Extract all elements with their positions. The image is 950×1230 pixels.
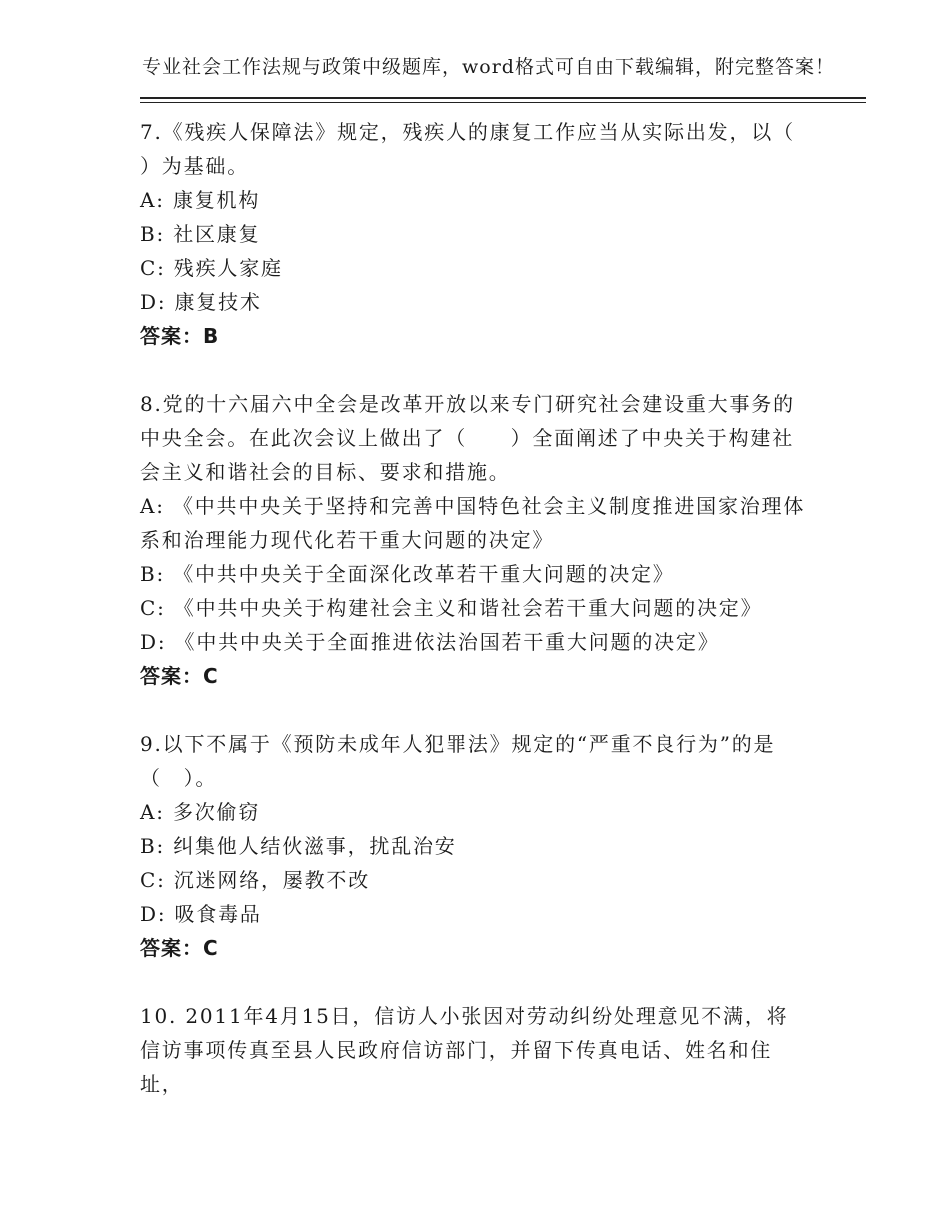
- question-stem: 8.党的十六届六中全会是改革开放以来专门研究社会建设重大事务的中央全会。在此次会议上做出了（ ）全面阐述了中央关于构建社会主义和谐社会的目标、要求和措施。: [140, 392, 795, 484]
- question-9: [140, 727, 810, 965]
- option-c: C: 沉迷网络，屡教不改: [140, 868, 370, 892]
- question-7: [140, 115, 810, 353]
- option-b: B: 社区康复: [140, 222, 261, 246]
- option-a: A: 多次偷窃: [140, 800, 261, 824]
- header-divider-thin: [140, 102, 866, 103]
- question-10: [140, 999, 810, 1101]
- question-list: [140, 115, 810, 1101]
- answer: 答案：C: [140, 936, 219, 960]
- option-c: C: 残疾人家庭: [140, 256, 283, 280]
- question-stem: 9.以下不属于《预防未成年人犯罪法》规定的“严重不良行为”的是（ ）。: [140, 732, 776, 790]
- option-c: C: 《中共中央关于构建社会主义和谐社会若干重大问题的决定》: [140, 596, 763, 620]
- answer: 答案：B: [140, 324, 220, 348]
- option-d: D: 康复技术: [140, 290, 262, 314]
- document-header: 专业社会工作法规与政策中级题库，word格式可自由下载编辑，附完整答案！: [142, 56, 835, 78]
- question-stem: 7.《残疾人保障法》规定，残疾人的康复工作应当从实际出发，以（ ）为基础。: [140, 120, 795, 178]
- option-b: B: 《中共中央关于全面深化改革若干重大问题的决定》: [140, 562, 675, 586]
- option-b: B: 纠集他人结伙滋事，扰乱治安: [140, 834, 457, 858]
- option-d: D: 吸食毒品: [140, 902, 262, 926]
- header-divider: [140, 97, 866, 99]
- question-8: [140, 387, 810, 693]
- option-d: D: 《中共中央关于全面推进依法治国若干重大问题的决定》: [140, 630, 720, 654]
- answer: 答案：C: [140, 664, 219, 688]
- question-stem: 10. 2011年4月15日，信访人小张因对劳动纠纷处理意见不满，将信访事项传真至县人民政府信访部门，并留下传真电话、姓名和住址，: [140, 1004, 789, 1096]
- option-a: A: 康复机构: [140, 188, 261, 212]
- option-a: A: 《中共中央关于坚持和完善中国特色社会主义制度推进国家治理体系和治理能力现代化若干重大问题的决定》: [140, 494, 806, 552]
